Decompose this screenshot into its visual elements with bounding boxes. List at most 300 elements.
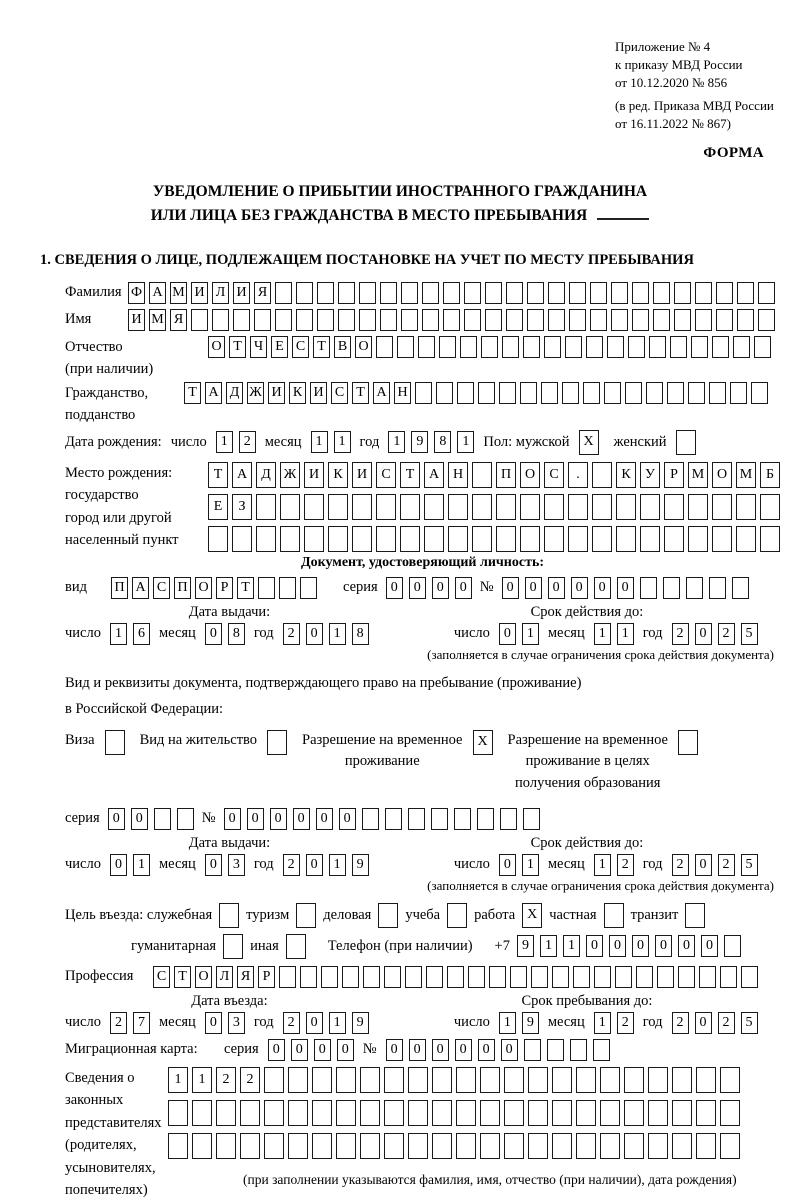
form-cell[interactable]: 0	[695, 854, 712, 876]
form-cell[interactable]: 0	[110, 854, 127, 876]
form-cell[interactable]	[264, 1133, 284, 1159]
form-cell[interactable]	[712, 494, 732, 520]
form-cell[interactable]: 0	[293, 808, 310, 830]
form-cell[interactable]	[254, 309, 271, 331]
form-cell[interactable]: Р	[258, 966, 275, 988]
form-cell[interactable]: 1	[594, 854, 611, 876]
form-cell[interactable]	[456, 1133, 476, 1159]
form-cell[interactable]	[485, 309, 502, 331]
form-cell[interactable]	[523, 808, 540, 830]
form-cell[interactable]: 2	[672, 623, 689, 645]
form-cell[interactable]: 2	[718, 854, 735, 876]
form-cell[interactable]: Д	[256, 462, 276, 488]
form-cell[interactable]: 0	[432, 577, 449, 599]
doc-series-cells[interactable]	[386, 577, 472, 599]
form-cell[interactable]	[544, 526, 564, 552]
form-cell[interactable]: 0	[205, 1012, 222, 1034]
form-cell[interactable]: О	[208, 336, 225, 358]
form-cell[interactable]	[480, 1067, 500, 1093]
temp-residence-education-checkbox[interactable]	[678, 730, 698, 755]
form-cell[interactable]	[456, 1067, 476, 1093]
birthplace-row3-cells[interactable]	[208, 526, 780, 552]
form-cell[interactable]	[279, 966, 296, 988]
form-cell[interactable]	[510, 966, 527, 988]
form-cell[interactable]	[751, 382, 768, 404]
form-cell[interactable]	[460, 336, 477, 358]
res-issue-year-cells[interactable]	[283, 854, 369, 876]
form-cell[interactable]: Н	[448, 462, 468, 488]
form-cell[interactable]	[570, 1039, 587, 1061]
form-cell[interactable]	[664, 526, 684, 552]
form-cell[interactable]: 8	[434, 431, 451, 453]
doc-valid-day-cells[interactable]	[499, 623, 539, 645]
form-cell[interactable]	[464, 309, 481, 331]
form-cell[interactable]	[724, 935, 741, 957]
form-cell[interactable]: 0	[306, 854, 323, 876]
form-cell[interactable]	[359, 282, 376, 304]
form-cell[interactable]: К	[328, 462, 348, 488]
form-cell[interactable]	[422, 282, 439, 304]
form-cell[interactable]: 5	[741, 1012, 758, 1034]
form-cell[interactable]	[328, 494, 348, 520]
form-cell[interactable]	[415, 382, 432, 404]
form-cell[interactable]	[500, 808, 517, 830]
form-cell[interactable]	[359, 309, 376, 331]
form-cell[interactable]	[481, 336, 498, 358]
form-cell[interactable]: О	[355, 336, 372, 358]
form-cell[interactable]	[485, 282, 502, 304]
form-cell[interactable]	[216, 1100, 236, 1126]
form-cell[interactable]	[632, 309, 649, 331]
birth-month-cells[interactable]	[311, 431, 351, 453]
form-cell[interactable]	[384, 966, 401, 988]
form-cell[interactable]: А	[232, 462, 252, 488]
form-cell[interactable]: О	[712, 462, 732, 488]
form-cell[interactable]: 1	[329, 854, 346, 876]
entry-day-cells[interactable]	[110, 1012, 150, 1034]
form-cell[interactable]: С	[331, 382, 348, 404]
form-cell[interactable]	[688, 526, 708, 552]
form-cell[interactable]	[548, 282, 565, 304]
form-cell[interactable]	[280, 494, 300, 520]
form-cell[interactable]	[552, 1133, 572, 1159]
profession-cells[interactable]	[153, 966, 758, 988]
form-cell[interactable]	[439, 336, 456, 358]
form-cell[interactable]	[712, 336, 729, 358]
form-cell[interactable]	[191, 309, 208, 331]
form-cell[interactable]	[378, 903, 398, 928]
form-cell[interactable]: Е	[271, 336, 288, 358]
form-cell[interactable]	[408, 1067, 428, 1093]
form-cell[interactable]	[678, 966, 695, 988]
form-cell[interactable]	[154, 808, 171, 830]
form-cell[interactable]: З	[232, 494, 252, 520]
form-cell[interactable]: 0	[499, 623, 516, 645]
form-cell[interactable]: 9	[352, 854, 369, 876]
form-cell[interactable]	[569, 282, 586, 304]
form-cell[interactable]: С	[153, 966, 170, 988]
form-cell[interactable]: 0	[291, 1039, 308, 1061]
form-cell[interactable]: 1	[563, 935, 580, 957]
form-cell[interactable]: 2	[672, 1012, 689, 1034]
form-cell[interactable]	[586, 336, 603, 358]
form-cell[interactable]	[397, 336, 414, 358]
form-cell[interactable]: 2	[283, 623, 300, 645]
form-cell[interactable]: Л	[212, 282, 229, 304]
form-cell[interactable]	[360, 1067, 380, 1093]
form-cell[interactable]: 2	[672, 854, 689, 876]
form-cell[interactable]: 1	[329, 623, 346, 645]
form-cell[interactable]	[648, 1067, 668, 1093]
res-issue-month-cells[interactable]	[205, 854, 245, 876]
form-cell[interactable]	[400, 494, 420, 520]
form-cell[interactable]	[576, 1133, 596, 1159]
form-cell[interactable]	[736, 526, 756, 552]
form-cell[interactable]: 3	[228, 1012, 245, 1034]
form-cell[interactable]: Ф	[128, 282, 145, 304]
form-cell[interactable]	[531, 966, 548, 988]
form-cell[interactable]	[604, 903, 624, 928]
form-cell[interactable]: 1	[617, 623, 634, 645]
form-cell[interactable]	[573, 966, 590, 988]
form-cell[interactable]: 1	[594, 1012, 611, 1034]
form-cell[interactable]	[312, 1133, 332, 1159]
form-cell[interactable]	[720, 1100, 740, 1126]
birthplace-row2-cells[interactable]	[208, 494, 780, 520]
form-cell[interactable]	[232, 526, 252, 552]
form-cell[interactable]	[321, 966, 338, 988]
form-cell[interactable]	[716, 309, 733, 331]
form-cell[interactable]: X	[473, 730, 493, 755]
form-cell[interactable]	[168, 1100, 188, 1126]
form-cell[interactable]	[506, 282, 523, 304]
form-cell[interactable]: С	[292, 336, 309, 358]
form-cell[interactable]: 2	[283, 1012, 300, 1034]
form-cell[interactable]: Я	[254, 282, 271, 304]
form-cell[interactable]	[443, 282, 460, 304]
form-cell[interactable]	[105, 730, 125, 755]
form-cell[interactable]: X	[579, 430, 599, 455]
purpose-private-checkbox[interactable]	[604, 903, 624, 928]
form-cell[interactable]	[352, 526, 372, 552]
visa-checkbox[interactable]	[105, 730, 125, 755]
res-issue-day-cells[interactable]	[110, 854, 150, 876]
form-cell[interactable]	[342, 966, 359, 988]
form-cell[interactable]: 2	[718, 1012, 735, 1034]
form-cell[interactable]	[219, 903, 239, 928]
form-cell[interactable]: И	[310, 382, 327, 404]
form-cell[interactable]	[296, 903, 316, 928]
form-cell[interactable]: И	[352, 462, 372, 488]
form-cell[interactable]	[528, 1067, 548, 1093]
form-cell[interactable]	[527, 282, 544, 304]
form-cell[interactable]: 1	[216, 431, 233, 453]
form-cell[interactable]	[592, 526, 612, 552]
form-cell[interactable]	[552, 1100, 572, 1126]
sex-male-checkbox[interactable]	[579, 430, 599, 455]
form-cell[interactable]: 0	[548, 577, 565, 599]
form-cell[interactable]	[520, 382, 537, 404]
sex-female-checkbox[interactable]	[676, 430, 696, 455]
form-cell[interactable]	[636, 966, 653, 988]
purpose-tourism-checkbox[interactable]	[296, 903, 316, 928]
form-cell[interactable]: 0	[499, 854, 516, 876]
form-cell[interactable]	[432, 1133, 452, 1159]
form-cell[interactable]	[376, 336, 393, 358]
form-cell[interactable]	[624, 1100, 644, 1126]
form-cell[interactable]: 0	[695, 1012, 712, 1034]
form-cell[interactable]	[667, 382, 684, 404]
form-cell[interactable]: Р	[216, 577, 233, 599]
form-cell[interactable]: Ж	[280, 462, 300, 488]
form-cell[interactable]	[380, 282, 397, 304]
form-cell[interactable]	[640, 494, 660, 520]
birth-year-cells[interactable]	[388, 431, 474, 453]
form-cell[interactable]	[593, 1039, 610, 1061]
form-cell[interactable]	[360, 1133, 380, 1159]
form-cell[interactable]	[296, 282, 313, 304]
form-cell[interactable]: У	[640, 462, 660, 488]
form-cell[interactable]	[362, 808, 379, 830]
form-cell[interactable]: 0	[678, 935, 695, 957]
form-cell[interactable]: 2	[283, 854, 300, 876]
form-cell[interactable]	[611, 282, 628, 304]
form-cell[interactable]	[528, 1133, 548, 1159]
form-cell[interactable]: П	[174, 577, 191, 599]
form-cell[interactable]	[240, 1133, 260, 1159]
form-cell[interactable]: 1	[499, 1012, 516, 1034]
form-cell[interactable]	[468, 966, 485, 988]
res-valid-day-cells[interactable]	[499, 854, 539, 876]
res-number-cells[interactable]	[224, 808, 540, 830]
form-cell[interactable]: С	[153, 577, 170, 599]
form-cell[interactable]: 0	[455, 1039, 472, 1061]
form-cell[interactable]	[489, 966, 506, 988]
form-cell[interactable]: М	[736, 462, 756, 488]
form-cell[interactable]	[712, 526, 732, 552]
form-cell[interactable]: 1	[540, 935, 557, 957]
form-cell[interactable]	[408, 1100, 428, 1126]
form-cell[interactable]	[544, 494, 564, 520]
form-cell[interactable]: 0	[205, 623, 222, 645]
form-cell[interactable]	[754, 336, 771, 358]
form-cell[interactable]: А	[149, 282, 166, 304]
form-cell[interactable]	[576, 1100, 596, 1126]
form-cell[interactable]	[338, 282, 355, 304]
form-cell[interactable]: 9	[352, 1012, 369, 1034]
form-cell[interactable]	[304, 494, 324, 520]
form-cell[interactable]	[676, 430, 696, 455]
form-cell[interactable]	[447, 903, 467, 928]
form-cell[interactable]	[640, 577, 657, 599]
form-cell[interactable]: 2	[617, 854, 634, 876]
form-cell[interactable]	[524, 1039, 541, 1061]
form-cell[interactable]	[264, 1100, 284, 1126]
form-cell[interactable]: Т	[208, 462, 228, 488]
form-cell[interactable]	[177, 808, 194, 830]
form-cell[interactable]	[616, 526, 636, 552]
temp-residence-checkbox[interactable]	[473, 730, 493, 755]
form-cell[interactable]	[568, 494, 588, 520]
form-cell[interactable]: Д	[226, 382, 243, 404]
form-cell[interactable]	[464, 282, 481, 304]
form-cell[interactable]: 0	[306, 1012, 323, 1034]
form-cell[interactable]	[695, 282, 712, 304]
form-cell[interactable]	[653, 282, 670, 304]
form-cell[interactable]: 0	[306, 623, 323, 645]
form-cell[interactable]	[576, 1067, 596, 1093]
form-cell[interactable]: 0	[409, 577, 426, 599]
form-cell[interactable]	[674, 309, 691, 331]
purpose-study-checkbox[interactable]	[447, 903, 467, 928]
form-cell[interactable]: Е	[208, 494, 228, 520]
form-cell[interactable]: 0	[314, 1039, 331, 1061]
form-cell[interactable]	[709, 382, 726, 404]
form-cell[interactable]	[541, 382, 558, 404]
name-cells[interactable]	[128, 309, 775, 331]
form-cell[interactable]: 1	[334, 431, 351, 453]
form-cell[interactable]: Р	[664, 462, 684, 488]
form-cell[interactable]	[405, 966, 422, 988]
representatives-row2-cells[interactable]	[168, 1100, 740, 1126]
form-cell[interactable]	[267, 730, 287, 755]
form-cell[interactable]	[506, 309, 523, 331]
form-cell[interactable]	[547, 1039, 564, 1061]
form-cell[interactable]: 0	[632, 935, 649, 957]
form-cell[interactable]: 3	[228, 854, 245, 876]
form-cell[interactable]	[625, 382, 642, 404]
form-cell[interactable]: Ч	[250, 336, 267, 358]
form-cell[interactable]: 2	[216, 1067, 236, 1093]
form-cell[interactable]	[504, 1067, 524, 1093]
form-cell[interactable]: 1	[110, 623, 127, 645]
form-cell[interactable]	[448, 494, 468, 520]
form-cell[interactable]	[696, 1100, 716, 1126]
form-cell[interactable]: 6	[133, 623, 150, 645]
form-cell[interactable]: А	[205, 382, 222, 404]
form-cell[interactable]	[552, 1067, 572, 1093]
form-cell[interactable]	[628, 336, 645, 358]
form-cell[interactable]: 0	[478, 1039, 495, 1061]
stay-day-cells[interactable]	[499, 1012, 539, 1034]
form-cell[interactable]: С	[544, 462, 564, 488]
doc-number-cells[interactable]	[502, 577, 749, 599]
form-cell[interactable]	[336, 1133, 356, 1159]
form-cell[interactable]	[544, 336, 561, 358]
form-cell[interactable]	[456, 1100, 476, 1126]
form-cell[interactable]: Т	[352, 382, 369, 404]
form-cell[interactable]	[699, 966, 716, 988]
form-cell[interactable]	[168, 1133, 188, 1159]
form-cell[interactable]: 0	[525, 577, 542, 599]
form-cell[interactable]	[657, 966, 674, 988]
form-cell[interactable]	[472, 526, 492, 552]
form-cell[interactable]	[448, 526, 468, 552]
form-cell[interactable]	[432, 1067, 452, 1093]
purpose-other-checkbox[interactable]	[286, 934, 306, 959]
form-cell[interactable]	[663, 577, 680, 599]
form-cell[interactable]: 0	[586, 935, 603, 957]
surname-cells[interactable]	[128, 282, 775, 304]
form-cell[interactable]	[600, 1100, 620, 1126]
form-cell[interactable]: 0	[224, 808, 241, 830]
form-cell[interactable]	[477, 808, 494, 830]
form-cell[interactable]	[640, 526, 660, 552]
form-cell[interactable]	[670, 336, 687, 358]
phone-cells[interactable]	[517, 935, 741, 957]
form-cell[interactable]	[240, 1100, 260, 1126]
purpose-official-checkbox[interactable]	[219, 903, 239, 928]
stay-month-cells[interactable]	[594, 1012, 634, 1034]
form-cell[interactable]: 0	[270, 808, 287, 830]
form-cell[interactable]	[520, 526, 540, 552]
form-cell[interactable]	[286, 934, 306, 959]
form-cell[interactable]: Т	[174, 966, 191, 988]
form-cell[interactable]: К	[616, 462, 636, 488]
form-cell[interactable]	[504, 1100, 524, 1126]
form-cell[interactable]: 0	[455, 577, 472, 599]
form-cell[interactable]: 0	[247, 808, 264, 830]
form-cell[interactable]	[288, 1067, 308, 1093]
form-cell[interactable]: 1	[168, 1067, 188, 1093]
form-cell[interactable]	[672, 1133, 692, 1159]
form-cell[interactable]	[376, 526, 396, 552]
form-cell[interactable]: 1	[133, 854, 150, 876]
form-cell[interactable]	[611, 309, 628, 331]
form-cell[interactable]: 0	[386, 1039, 403, 1061]
form-cell[interactable]	[426, 966, 443, 988]
form-cell[interactable]	[672, 1067, 692, 1093]
form-cell[interactable]	[691, 336, 708, 358]
representatives-row3-cells[interactable]	[168, 1133, 740, 1159]
form-cell[interactable]: А	[373, 382, 390, 404]
form-cell[interactable]: Ж	[247, 382, 264, 404]
form-cell[interactable]	[233, 309, 250, 331]
form-cell[interactable]: 0	[617, 577, 634, 599]
form-cell[interactable]	[328, 526, 348, 552]
form-cell[interactable]	[424, 494, 444, 520]
form-cell[interactable]: X	[522, 903, 542, 928]
form-cell[interactable]	[352, 494, 372, 520]
form-cell[interactable]	[422, 309, 439, 331]
entry-year-cells[interactable]	[283, 1012, 369, 1034]
form-cell[interactable]: 1	[522, 623, 539, 645]
form-cell[interactable]	[208, 526, 228, 552]
form-cell[interactable]	[674, 282, 691, 304]
form-cell[interactable]	[256, 494, 276, 520]
form-cell[interactable]	[696, 1067, 716, 1093]
form-cell[interactable]	[436, 382, 453, 404]
migration-series-cells[interactable]	[268, 1039, 354, 1061]
form-cell[interactable]	[685, 903, 705, 928]
form-cell[interactable]	[401, 309, 418, 331]
form-cell[interactable]	[431, 808, 448, 830]
form-cell[interactable]: 0	[432, 1039, 449, 1061]
res-series-cells[interactable]	[108, 808, 194, 830]
form-cell[interactable]	[256, 526, 276, 552]
form-cell[interactable]	[496, 494, 516, 520]
form-cell[interactable]	[615, 966, 632, 988]
form-cell[interactable]	[760, 526, 780, 552]
form-cell[interactable]	[653, 309, 670, 331]
form-cell[interactable]	[600, 1133, 620, 1159]
form-cell[interactable]: Т	[184, 382, 201, 404]
form-cell[interactable]	[223, 934, 243, 959]
form-cell[interactable]	[716, 282, 733, 304]
form-cell[interactable]	[304, 526, 324, 552]
form-cell[interactable]: 8	[352, 623, 369, 645]
form-cell[interactable]	[401, 282, 418, 304]
